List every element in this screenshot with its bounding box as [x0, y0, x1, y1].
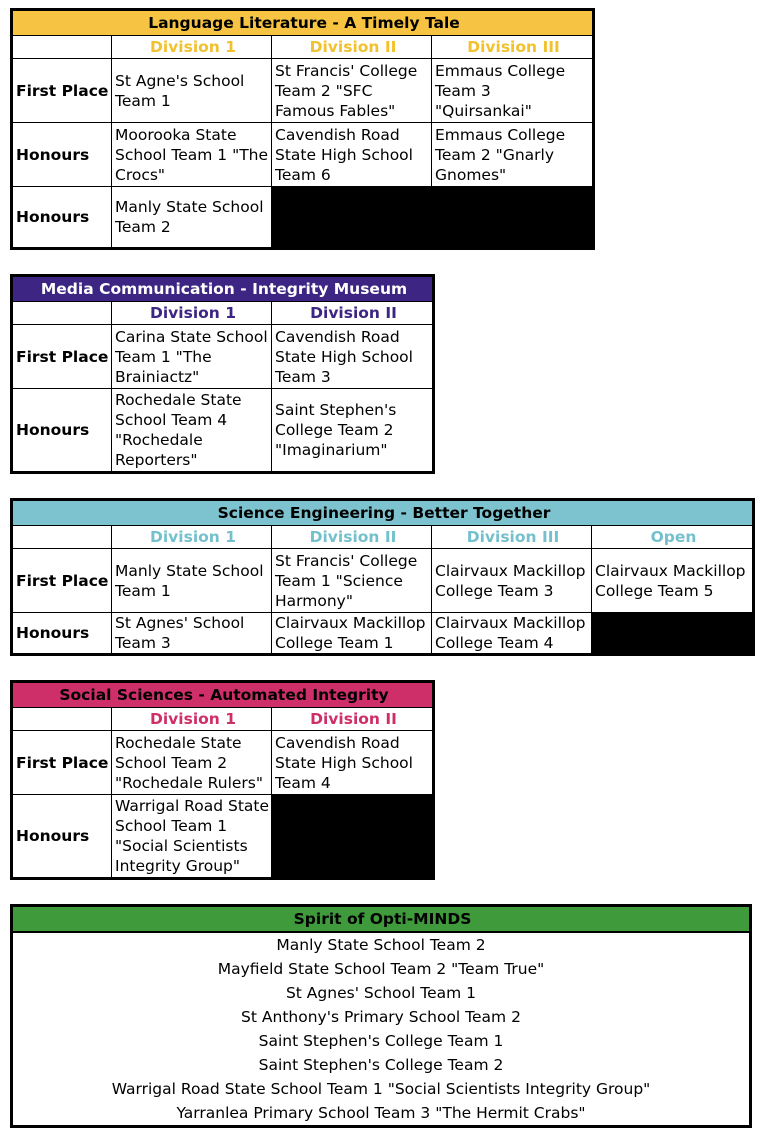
award-cell: St Francis' College Team 1 "Science Harmony": [272, 549, 432, 613]
award-cell: Clairvaux Mackillop College Team 5: [592, 549, 754, 613]
award-cell: Clairvaux Mackillop College Team 3: [432, 549, 592, 613]
table-title: Media Communication - Integrity Museum: [12, 276, 434, 302]
award-cell: Emmaus College Team 2 "Gnarly Gnomes": [432, 123, 594, 187]
table-title: Language Literature - A Timely Tale: [12, 10, 594, 36]
division-header: Open: [592, 526, 754, 549]
division-header: Division 1: [112, 526, 272, 549]
division-header: Division II: [272, 708, 434, 731]
table-title: Social Sciences - Automated Integrity: [12, 682, 434, 708]
list-item: Saint Stephen's College Team 2: [258, 1056, 504, 1074]
table-row: [12, 187, 594, 249]
table-row: [12, 795, 434, 879]
division-header: Division II: [272, 36, 432, 59]
table-title: Science Engineering - Better Together: [12, 500, 754, 526]
award-cell: Moorooka State School Team 1 "The Crocs": [112, 123, 272, 187]
table-row: [12, 731, 434, 795]
media-communication-table: [10, 274, 435, 474]
award-cell: St Francis' College Team 2 "SFC Famous Fables": [272, 59, 432, 123]
row-label: First Place: [12, 731, 112, 795]
award-cell: Cavendish Road State High School Team 3: [272, 325, 434, 389]
empty-cell: [592, 613, 754, 655]
award-cell: Cavendish Road State High School Team 6: [272, 123, 432, 187]
table-row: [12, 123, 594, 187]
row-label: Honours: [12, 795, 112, 879]
empty-cell: [272, 187, 594, 249]
table-row: [12, 325, 434, 389]
award-cell: Manly State School Team 2: [112, 187, 272, 249]
row-label: First Place: [12, 325, 112, 389]
table-title: Spirit of Opti-MINDS: [12, 906, 751, 933]
social-sciences-table: [10, 680, 435, 880]
award-cell: Cavendish Road State High School Team 4: [272, 731, 434, 795]
list-item: St Anthony's Primary School Team 2: [241, 1008, 521, 1026]
list-item: Warrigal Road State School Team 1 "Social Scientists Integrity Group": [111, 1080, 651, 1098]
table-row: [12, 613, 754, 655]
list-item: Manly State School Team 2: [276, 936, 486, 954]
award-cell: Emmaus College Team 3 "Quirsankai": [432, 59, 594, 123]
division-header: Division III: [432, 526, 592, 549]
division-header: Division 1: [112, 708, 272, 731]
award-cell: Warrigal Road State School Team 1 "Social Scientists Integrity Group": [112, 795, 272, 879]
list-item: Saint Stephen's College Team 1: [258, 1032, 504, 1050]
award-cell: Rochedale State School Team 2 "Rochedale Rulers": [112, 731, 272, 795]
list-item: Mayfield State School Team 2 "Team True": [217, 960, 545, 978]
row-label: First Place: [12, 549, 112, 613]
row-label: Honours: [12, 123, 112, 187]
science-engineering-table: [10, 498, 755, 656]
award-cell: St Agnes' School Team 3: [112, 613, 272, 655]
language-literature-table: [10, 8, 595, 250]
list-item: St Agnes' School Team 1: [285, 984, 477, 1002]
division-header: Division II: [272, 526, 432, 549]
table-row: [12, 389, 434, 473]
award-cell: Clairvaux Mackillop College Team 4: [432, 613, 592, 655]
division-header: Division 1: [112, 36, 272, 59]
row-label: First Place: [12, 59, 112, 123]
list-item: Yarranlea Primary School Team 3 "The Hermit Crabs": [176, 1104, 586, 1122]
table-row: [12, 549, 754, 613]
award-cell: St Agne's School Team 1: [112, 59, 272, 123]
spirit-of-optiminds-table: [10, 904, 752, 1128]
row-label: Honours: [12, 389, 112, 473]
division-header: Division 1: [112, 302, 272, 325]
empty-cell: [272, 795, 434, 879]
division-header: Division III: [432, 36, 594, 59]
award-cell: Carina State School Team 1 "The Brainiactz": [112, 325, 272, 389]
division-header: Division II: [272, 302, 434, 325]
award-cell: Manly State School Team 1: [112, 549, 272, 613]
award-cell: Clairvaux Mackillop College Team 1: [272, 613, 432, 655]
award-cell: Saint Stephen's College Team 2 "Imaginarium": [272, 389, 434, 473]
row-label: Honours: [12, 187, 112, 249]
row-label: Honours: [12, 613, 112, 655]
table-row: [12, 59, 594, 123]
award-cell: Rochedale State School Team 4 "Rochedale Reporters": [112, 389, 272, 473]
